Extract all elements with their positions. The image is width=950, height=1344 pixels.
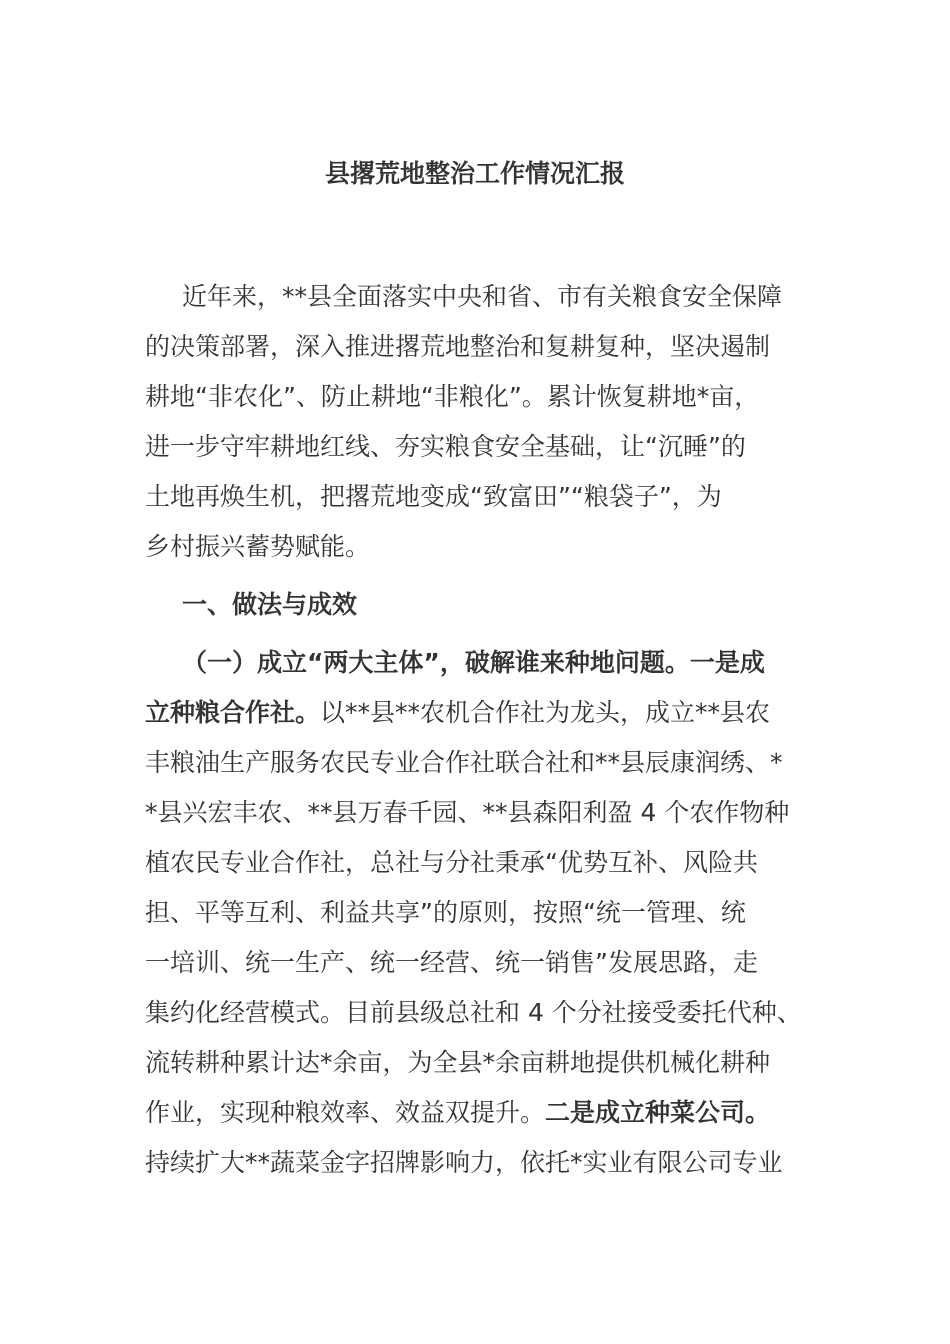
text-run: 作业，实现种粮效率、效益双提升。 [145, 1098, 546, 1127]
text-run: 以**县**农机合作社为龙头，成立**县农 [320, 698, 771, 727]
text-line: 一培训、统一生产、统一经营、统一销售”发展思路，走 [145, 948, 758, 977]
text-line: 植农民专业合作社，总社与分社秉承“优势互补、风险共 [145, 848, 758, 877]
text-line: 丰粮油生产服务农民专业合作社联合社和**县辰康润绣、* [145, 748, 783, 777]
subsection-paragraph [145, 638, 825, 1188]
text-line: 集约化经营模式。目前县级总社和 4 个分社接受委托代种、 [145, 998, 802, 1027]
text-line: 持续扩大**蔬菜金字招牌影响力，依托*实业有限公司专业 [145, 1148, 783, 1177]
document-body [145, 272, 825, 1188]
text-line: 流转耕种累计达*余亩，为全县*余亩耕地提供机械化耕种 [145, 1048, 771, 1077]
bold-phrase: 立种粮合作社。 [145, 698, 321, 727]
text-line [145, 688, 825, 738]
text-line [145, 1088, 825, 1138]
subsection-heading-line: （一）成立“两大主体”，破解谁来种地问题。一是成 [182, 648, 765, 677]
text-line: 担、平等互利、利益共享”的原则，按照“统一管理、统 [145, 898, 746, 927]
text-line: 耕地“非农化”、防止耕地“非粮化”。累计恢复耕地*亩， [145, 382, 760, 411]
intro-paragraph [145, 272, 825, 572]
document-title: 县撂荒地整治工作情况汇报 [324, 159, 625, 188]
text-line: 土地再焕生机，把撂荒地变成“致富田”“粮袋子”，为 [145, 482, 722, 511]
text-line: *县兴宏丰农、**县万春千园、**县森阳利盈 4 个农作物种 [145, 798, 790, 827]
bold-phrase: 二是成立种菜公司。 [545, 1098, 771, 1127]
section-heading: 一、做法与成效 [182, 590, 358, 619]
text-line: 近年来，**县全面落实中央和省、市有关粮食安全保障 [182, 282, 783, 311]
text-line: 乡村振兴蓄势赋能。 [145, 532, 371, 561]
text-line: 进一步守牢耕地红线、夯实粮食安全基础，让“沉睡”的 [145, 432, 746, 461]
text-line: 的决策部署，深入推进撂荒地整治和复耕复种，坚决遏制 [145, 332, 771, 361]
